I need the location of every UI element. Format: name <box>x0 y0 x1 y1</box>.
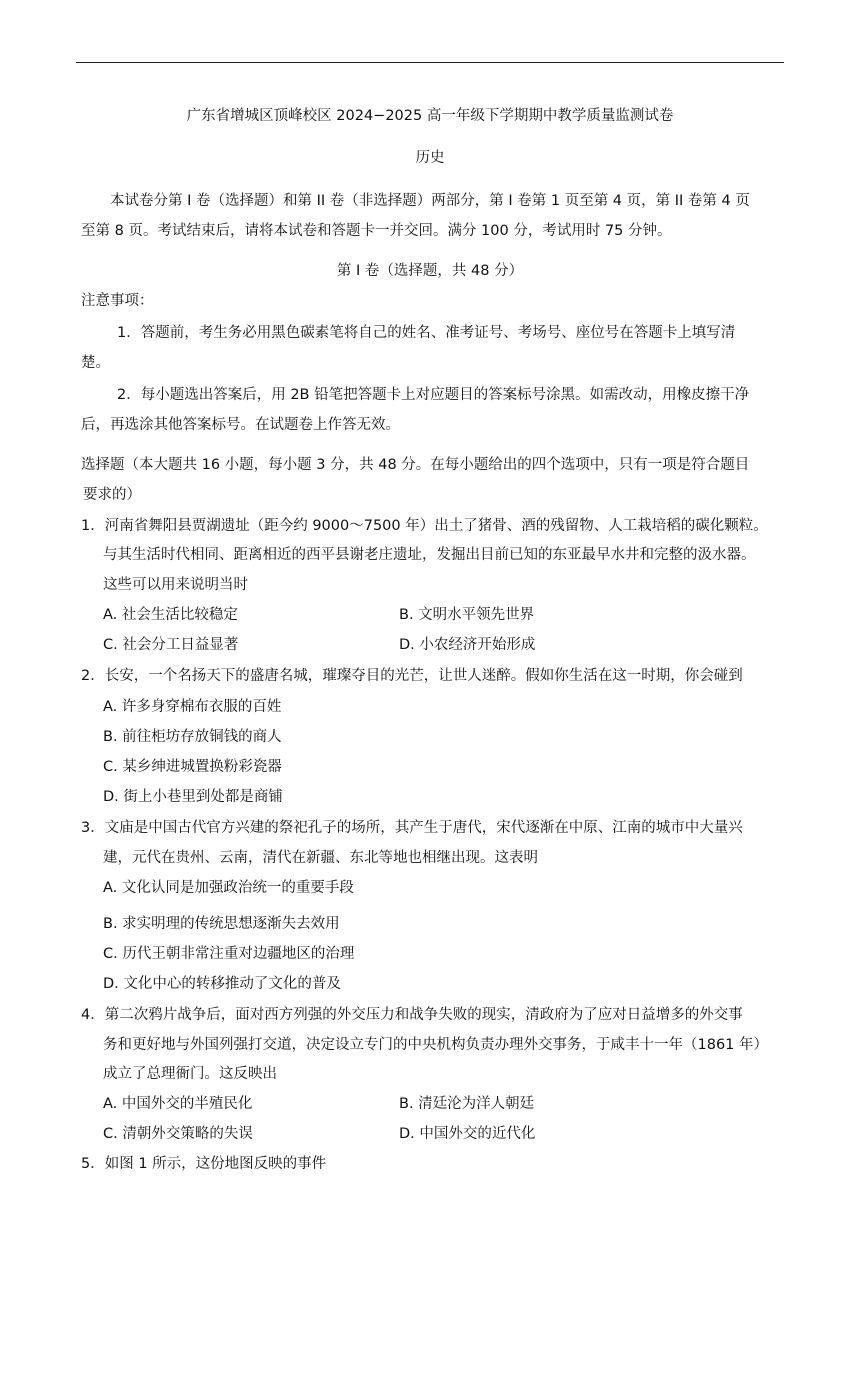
option-c: C. 某乡绅进城置换粉彩瓷器 <box>103 759 282 775</box>
question-stem: 务和更好地与外国列强打交道，决定设立专门的中央机构负责办理外交事务，于咸丰十一年（1861 年） <box>103 1037 769 1053</box>
notice-item: 后，再选涂其他答案标号。在试题卷上作答无效。 <box>81 417 400 433</box>
option-d: D. 街上小巷里到处都是商铺 <box>103 789 283 805</box>
option-a: A. 中国外交的半殖民化 <box>103 1096 253 1112</box>
question-stem: 建，元代在贵州、云南，清代在新疆、东北等地也相继出现。这表明 <box>103 850 538 866</box>
option-c: C. 清朝外交策略的失误 <box>103 1126 253 1142</box>
intro-line: 至第 8 页。考试结束后，请将本试卷和答题卡一并交回。满分 100 分，考试用时 75 分钟。 <box>81 223 672 239</box>
notice-item: 1．答题前，考生务必用黑色碳素笔将自己的姓名、准考证号、考场号、座位号在答题卡上填写清 <box>117 325 736 341</box>
option-a: A. 许多身穿棉布衣服的百姓 <box>103 699 282 715</box>
question-stem: 这些可以用来说明当时 <box>103 577 248 593</box>
notice-title: 注意事项： <box>81 293 154 309</box>
notice-item: 楚。 <box>81 355 110 371</box>
section-title: 第 I 卷（选择题，共 48 分） <box>336 263 524 279</box>
question-stem: 4．第二次鸦片战争后，面对西方列强的外交压力和战争失败的现实，清政府为了应对日益增多的外交事 <box>81 1007 743 1023</box>
option-a: A. 社会生活比较稳定 <box>103 607 238 623</box>
exam-title: 广东省增城区顶峰校区 2024−2025 高一年级下学期期中教学质量监测试卷 <box>186 108 674 124</box>
option-d: D. 中国外交的近代化 <box>399 1126 536 1142</box>
option-d: D. 文化中心的转移推动了文化的普及 <box>103 976 341 992</box>
question-stem: 2．长安，一个名扬天下的盛唐名城，璀璨夺目的光芒，让世人迷醉。假如你生活在这一时期，你会碰到 <box>81 668 743 684</box>
header-rule <box>76 62 784 63</box>
question-stem: 成立了总理衙门。这反映出 <box>103 1066 277 1082</box>
option-c: C. 历代王朝非常注重对边疆地区的治理 <box>103 946 355 962</box>
notice-item: 2．每小题选出答案后，用 2B 铅笔把答题卡上对应题目的答案标号涂黑。如需改动，用橡皮擦干净 <box>117 387 750 403</box>
option-b: B. 文明水平领先世界 <box>399 607 535 623</box>
question-stem: 1．河南省舞阳县贾湖遗址（距今约 9000～7500 年）出土了猪骨、酒的残留物、人工栽培稻的碳化颗粒。 <box>81 518 768 534</box>
intro-line: 本试卷分第 I 卷（选择题）和第 II 卷（非选择题）两部分，第 I 卷第 1 页至第 4 页，第 II 卷第 4 页 <box>110 193 750 209</box>
mc-header: 要求的） <box>83 487 141 503</box>
option-b: B. 求实明理的传统思想逐渐失去效用 <box>103 916 340 932</box>
question-stem: 5．如图 1 所示，这份地图反映的事件 <box>81 1156 327 1172</box>
mc-header: 选择题（本大题共 16 小题，每小题 3 分，共 48 分。在每小题给出的四个选项中，只有一项是符合题目 <box>81 457 750 473</box>
option-b: B. 前往柜坊存放铜钱的商人 <box>103 729 282 745</box>
subject-title: 历史 <box>415 150 445 166</box>
question-stem: 3．文庙是中国古代官方兴建的祭祀孔子的场所，其产生于唐代，宋代逐渐在中原、江南的城市中大量兴 <box>81 820 743 836</box>
option-c: C. 社会分工日益显著 <box>103 637 239 653</box>
option-b: B. 清廷沦为洋人朝廷 <box>399 1096 535 1112</box>
option-d: D. 小农经济开始形成 <box>399 637 536 653</box>
question-stem: 与其生活时代相同、距离相近的西平县谢老庄遗址，发掘出目前已知的东亚最早水井和完整的汲水器。 <box>103 547 756 563</box>
option-a: A. 文化认同是加强政治统一的重要手段 <box>103 880 354 896</box>
